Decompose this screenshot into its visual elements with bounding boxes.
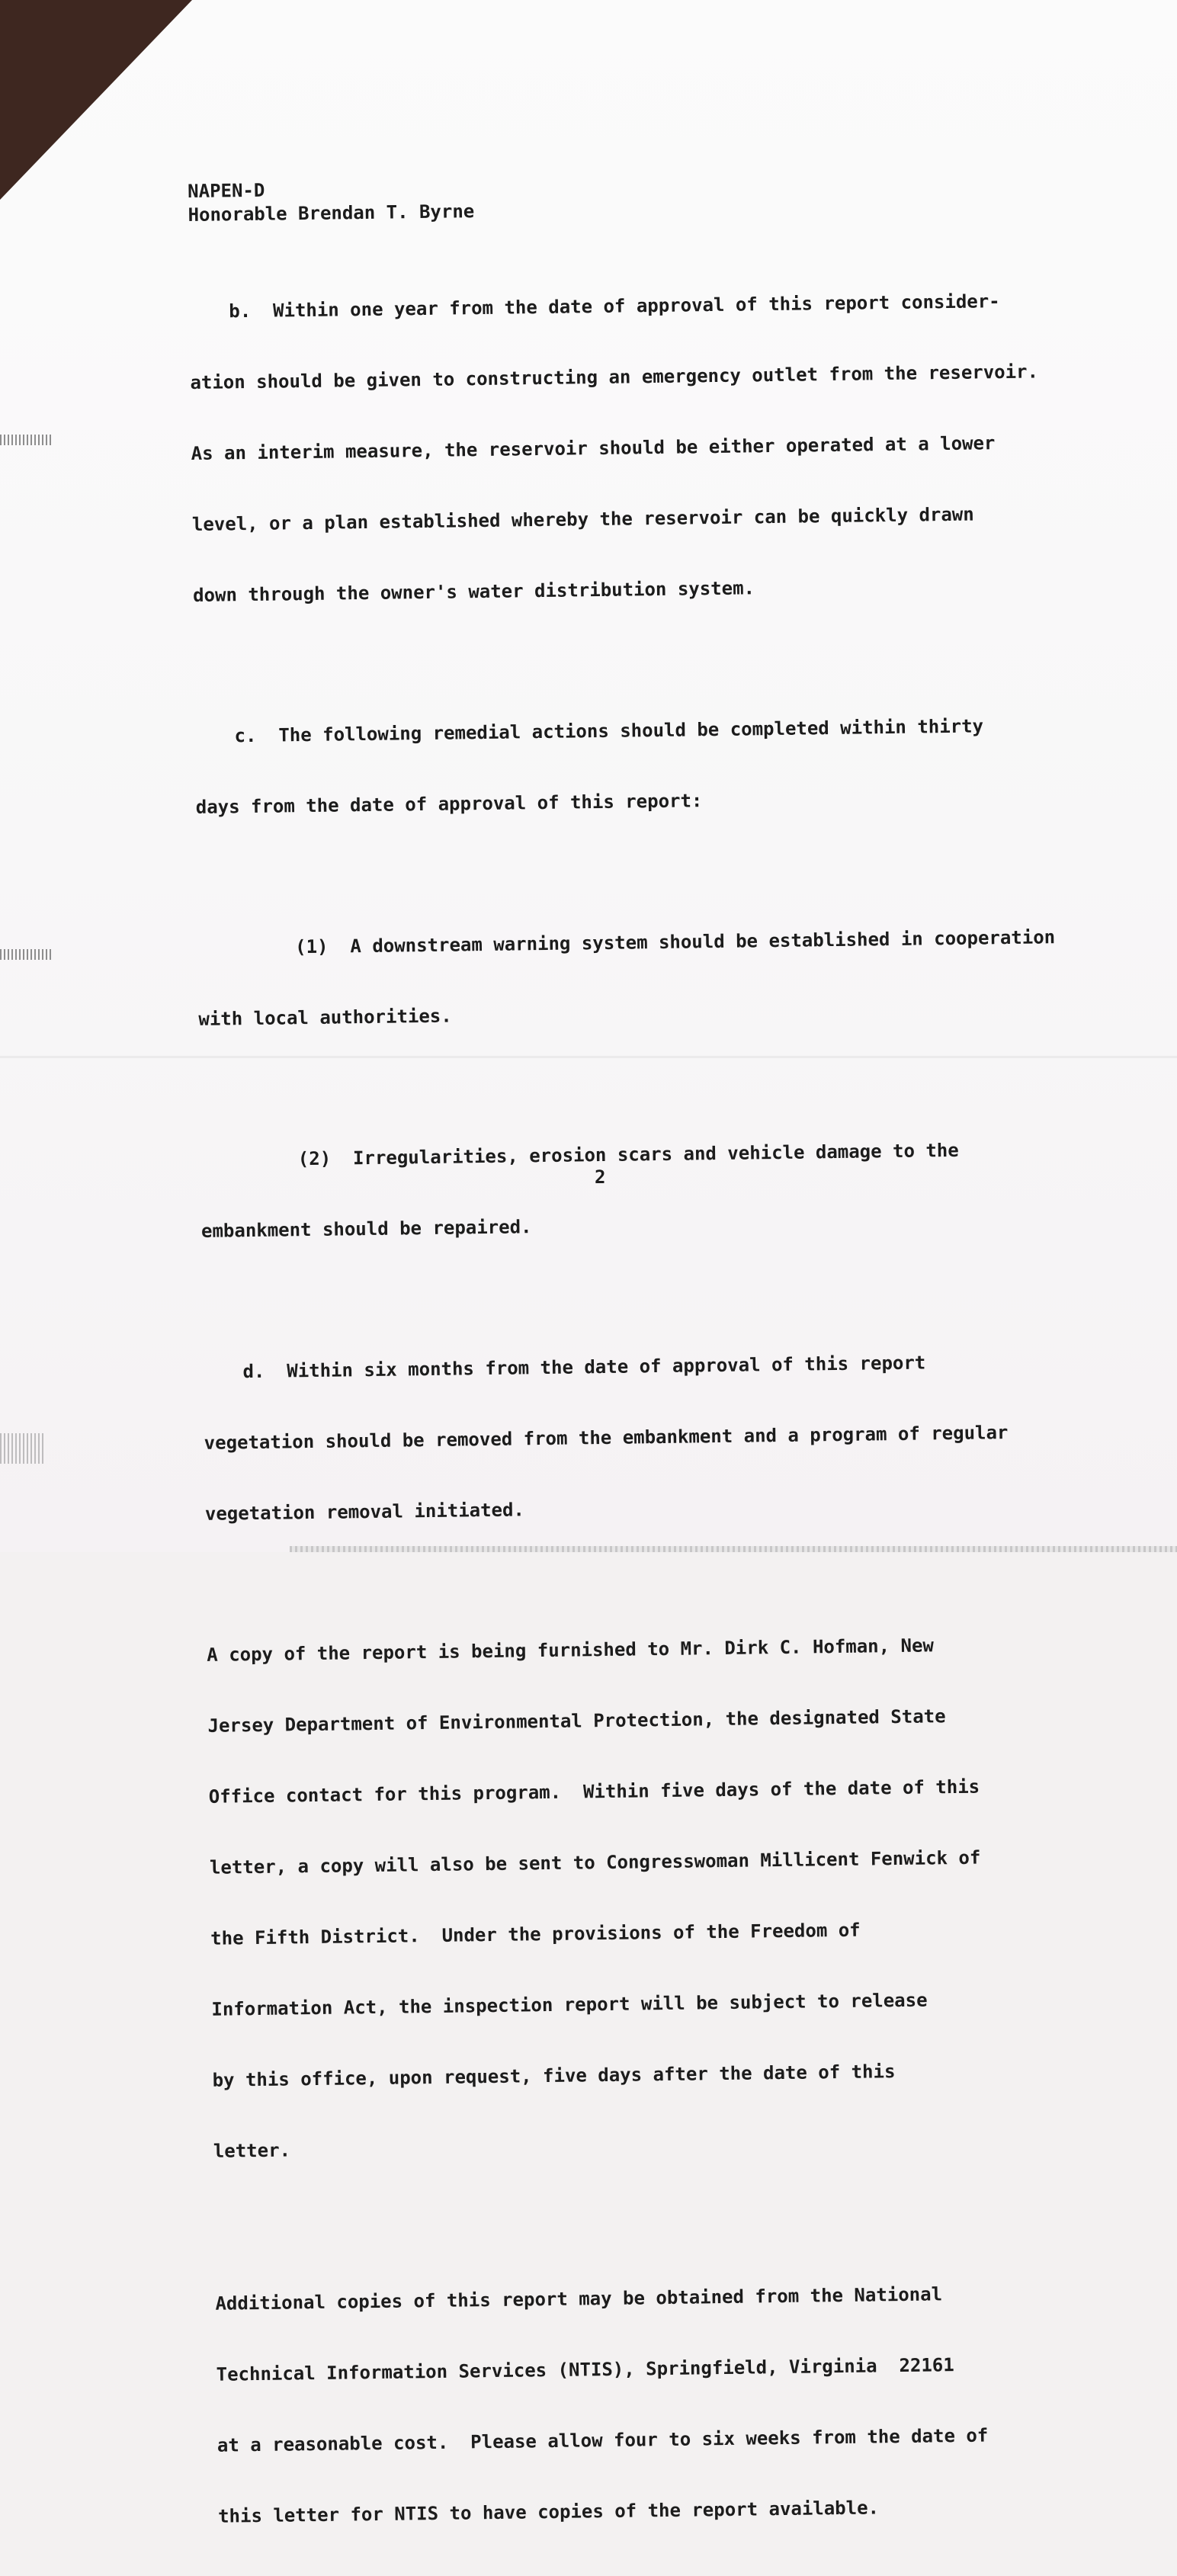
text-line: by this office, upon request, five days after the date of this bbox=[212, 2061, 896, 2091]
text-line: with local authorities. bbox=[198, 1005, 452, 1030]
text-line: letter. bbox=[213, 2139, 291, 2162]
paragraph-label: (2) bbox=[297, 1147, 332, 1170]
text-line: As an interim measure, the reservoir should be either operated at a lower bbox=[191, 432, 996, 464]
text-line: Information Act, the inspection report will be subject to release bbox=[211, 1989, 928, 2020]
paragraph-label: b. bbox=[229, 300, 252, 322]
text-line: ation should be given to constructing an emergency outlet from the reservoir. bbox=[190, 361, 1039, 393]
text-line: days from the date of approval of this report: bbox=[195, 790, 703, 818]
text-line: A downstream warning system should be established in cooperation bbox=[350, 926, 1056, 958]
text-line: down through the owner's water distribution system. bbox=[192, 577, 755, 606]
scan-noise-mark bbox=[0, 1433, 46, 1464]
scan-noise-mark bbox=[0, 435, 53, 445]
scan-noise-mark bbox=[0, 949, 53, 960]
addressee: Honorable Brendan T. Byrne bbox=[188, 200, 475, 226]
text-line: embankment should be repaired. bbox=[200, 1216, 532, 1242]
text-line: Additional copies of this report may be obtained from the National bbox=[215, 2283, 943, 2315]
text-line: Office contact for this program. Within five days of the date of this bbox=[208, 1776, 980, 1808]
letter-body bbox=[188, 168, 1134, 2575]
text-line: letter, a copy will also be sent to Congresswoman Millicent Fenwick of bbox=[209, 1846, 981, 1878]
paragraph-b bbox=[188, 241, 1108, 655]
text-line: A copy of the report is being furnished to Mr. Dirk C. Hofman, New bbox=[207, 1634, 935, 1666]
text-line: level, or a plan established whereby the reservoir can be quickly drawn bbox=[191, 503, 974, 535]
text-line: Technical Information Services (NTIS), Springfield, Virginia 22161 bbox=[216, 2354, 954, 2385]
text-line: the Fifth District. Under the provisions of the Freedom of bbox=[210, 1919, 861, 1949]
page-number: 2 bbox=[595, 1166, 606, 1188]
text-line: The following remedial actions should be completed within thirty bbox=[278, 715, 984, 746]
text-line: Within six months from the date of approval of this report bbox=[287, 1352, 926, 1382]
paragraph-c2 bbox=[200, 1089, 1117, 1291]
text-line: at a reasonable cost. Please allow four to six weeks from the date of bbox=[216, 2424, 989, 2456]
text-line: Irregularities, erosion scars and vehicle damage to the bbox=[352, 1139, 959, 1169]
paragraph-c1 bbox=[197, 877, 1114, 1079]
text-line: Jersey Department of Environmental Protection, the designated State bbox=[207, 1705, 946, 1737]
text-line: this letter for NTIS to have copies of the report available. bbox=[217, 2497, 880, 2527]
paragraph-label: (1) bbox=[295, 935, 329, 958]
paragraph-copy-notice bbox=[206, 1584, 1128, 2211]
paragraph-additional-copies bbox=[214, 2233, 1134, 2576]
text-line: vegetation removal initiated. bbox=[204, 1499, 525, 1525]
paragraph-c bbox=[194, 666, 1111, 867]
paragraph-d bbox=[202, 1301, 1120, 1574]
text-line: Within one year from the date of approval of this report consider- bbox=[272, 290, 1000, 322]
text-line: vegetation should be removed from the embankment and a program of regular bbox=[204, 1422, 1009, 1454]
paragraph-label: d. bbox=[242, 1360, 265, 1383]
paragraph-label: c. bbox=[234, 724, 257, 747]
office-symbol: NAPEN-D bbox=[188, 179, 265, 202]
